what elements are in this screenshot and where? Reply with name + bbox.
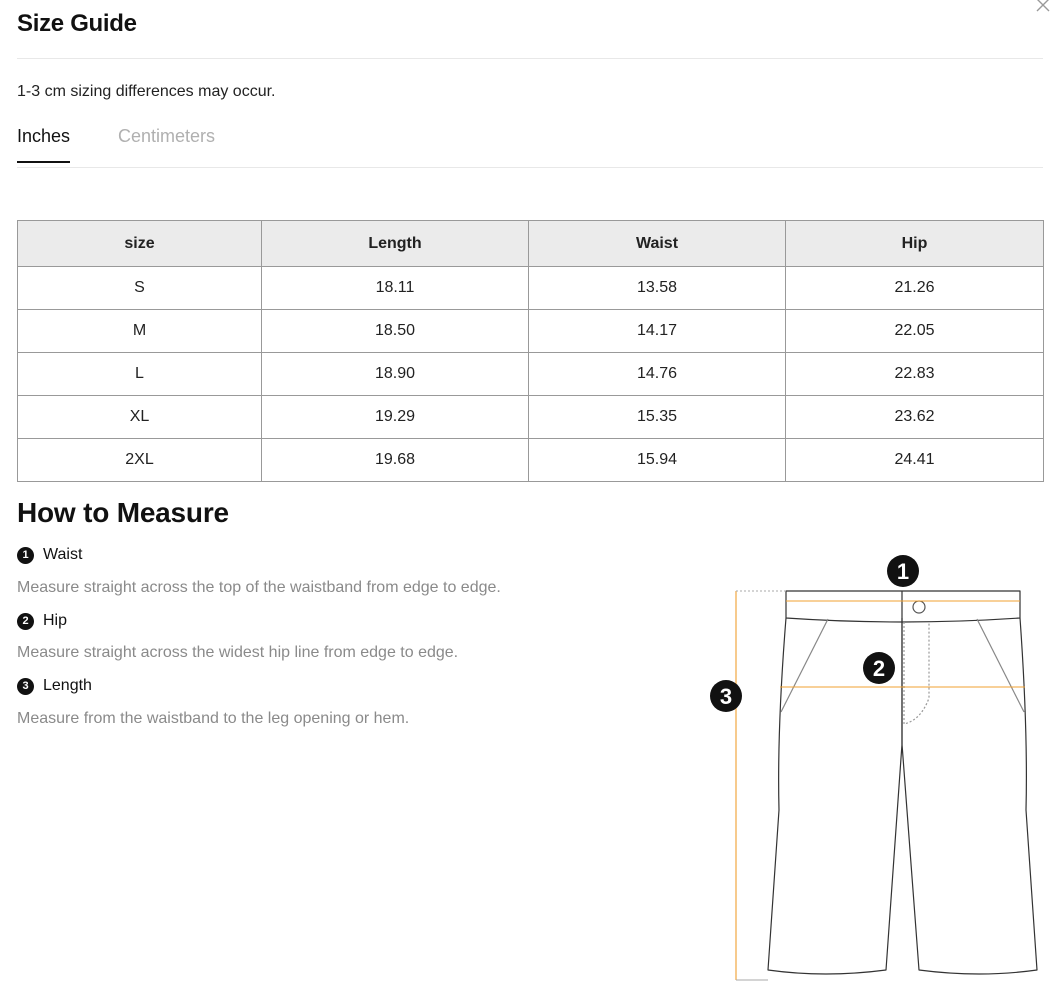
table-cell: 2XL: [18, 439, 262, 482]
tab-centimeters[interactable]: Centimeters: [118, 126, 216, 146]
marker-3-label: 3: [719, 684, 733, 709]
table-row: [18, 310, 1044, 353]
marker-2-label: 2: [872, 656, 886, 681]
fly-outline: [904, 622, 929, 724]
close-button[interactable]: [1034, 0, 1052, 14]
column-header-length: Length: [262, 221, 529, 267]
number-badge-icon: 3: [17, 678, 34, 695]
table-cell: 18.90: [262, 353, 529, 396]
unit-tabs: [17, 120, 1043, 168]
shorts-measurement-diagram: [705, 550, 1045, 982]
measure-label: Hip: [43, 612, 68, 629]
table-cell: 14.17: [529, 310, 786, 353]
measure-description: Measure from the waistband to the leg opening or hem.: [17, 710, 410, 727]
table-cell: XL: [18, 396, 262, 439]
number-badge-icon: 1: [17, 547, 34, 564]
button-icon: [913, 601, 925, 613]
table-cell: L: [18, 353, 262, 396]
table-cell: 22.05: [786, 310, 1044, 353]
measure-description: Measure straight across the top of the waistband from edge to edge.: [17, 579, 501, 596]
table-cell: 15.94: [529, 439, 786, 482]
marker-1: [887, 555, 919, 587]
close-icon: [1034, 0, 1052, 14]
sizing-note: 1-3 cm sizing differences may occur.: [17, 83, 276, 100]
measure-label: Waist: [43, 546, 83, 563]
table-cell: S: [18, 267, 262, 310]
modal-title: Size Guide: [17, 10, 137, 37]
waistband-outline: [786, 591, 1020, 622]
tab-inches[interactable]: Inches: [17, 125, 70, 163]
marker-2: [863, 652, 895, 684]
left-pocket-outline: [781, 619, 828, 712]
table-cell: 15.35: [529, 396, 786, 439]
marker-1-label: 1: [896, 559, 910, 584]
table-row: [18, 439, 1044, 482]
table-cell: 14.76: [529, 353, 786, 396]
how-to-measure-title: How to Measure: [17, 497, 229, 528]
size-table: [17, 220, 1044, 482]
right-pocket-outline: [977, 619, 1024, 712]
number-badge-icon: 2: [17, 613, 34, 630]
table-cell: 21.26: [786, 267, 1044, 310]
table-cell: 24.41: [786, 439, 1044, 482]
measure-item-length: [17, 676, 92, 696]
table-cell: M: [18, 310, 262, 353]
table-cell: 18.50: [262, 310, 529, 353]
table-cell: 13.58: [529, 267, 786, 310]
table-cell: 19.29: [262, 396, 529, 439]
measure-label: Length: [43, 677, 92, 694]
table-cell: 22.83: [786, 353, 1044, 396]
header-divider: [17, 58, 1043, 59]
measure-description: Measure straight across the widest hip line from edge to edge.: [17, 644, 459, 661]
table-cell: 19.68: [262, 439, 529, 482]
table-cell: 23.62: [786, 396, 1044, 439]
table-row: [18, 353, 1044, 396]
column-header-waist: Waist: [529, 221, 786, 267]
measure-item-hip: [17, 611, 67, 631]
measure-item-waist: [17, 545, 82, 565]
table-row: [18, 267, 1044, 310]
table-cell: 18.11: [262, 267, 529, 310]
column-header-hip: Hip: [786, 221, 1044, 267]
table-header-row: [18, 221, 1044, 267]
measurement-lines: [736, 591, 1025, 980]
right-leg-outline: [902, 618, 1037, 974]
column-header-size: size: [18, 221, 262, 267]
table-row: [18, 396, 1044, 439]
marker-3: [710, 680, 742, 712]
